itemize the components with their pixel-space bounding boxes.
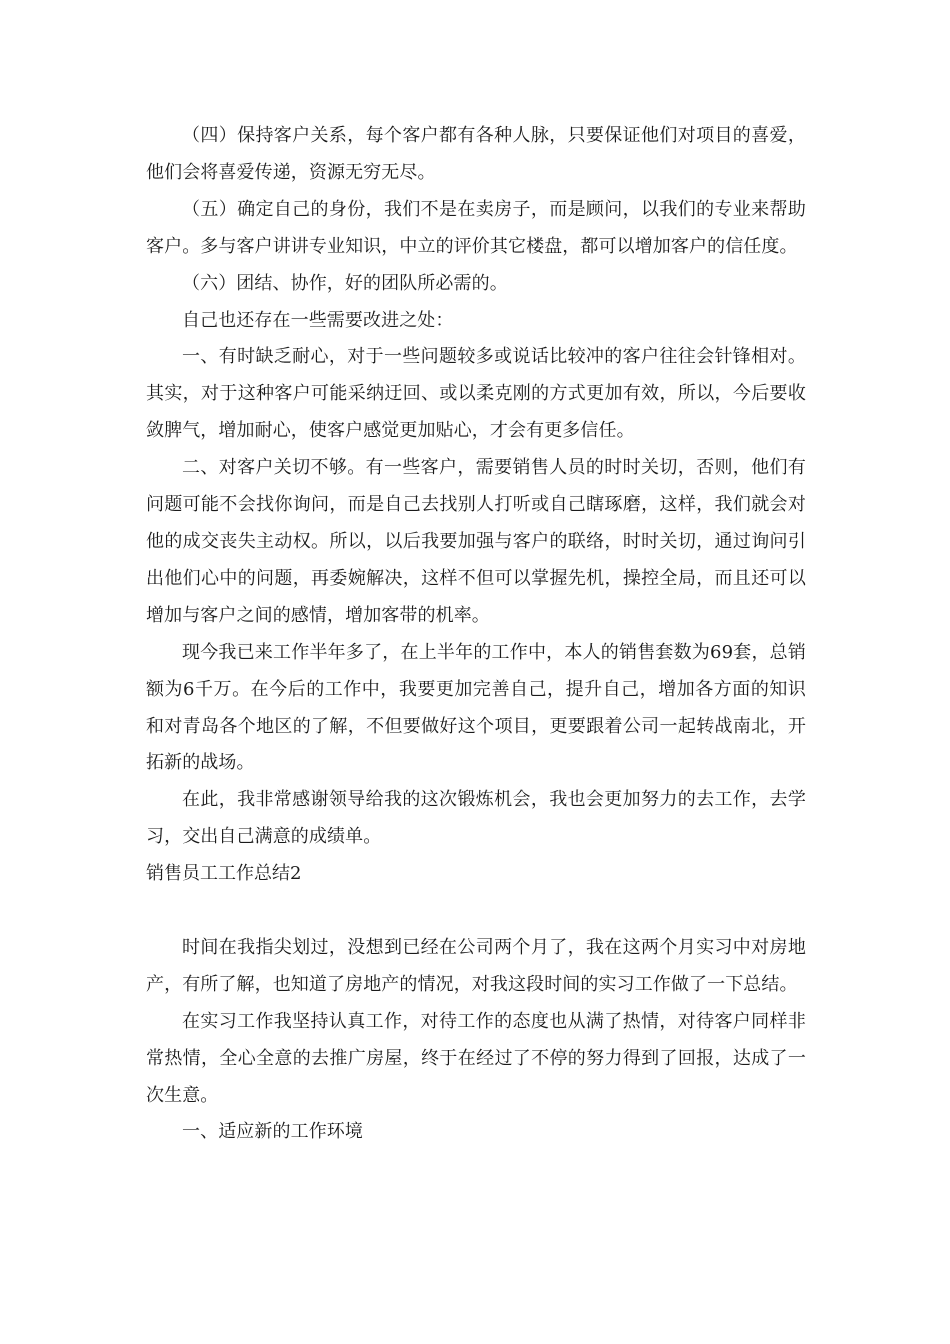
document-page bbox=[146, 118, 806, 1151]
paragraph-identity: （五）确定自己的身份，我们不是在卖房子，而是顾问，以我们的专业来帮助客户。多与客户讲讲专业知识，中立的评价其它楼盘，都可以增加客户的信任度。 bbox=[146, 198, 806, 257]
paragraph-keep-client-relations: （四）保持客户关系，每个客户都有各种人脉，只要保证他们对项目的喜爱，他们会将喜爱传递，资源无穷无尽。 bbox=[146, 125, 806, 183]
paragraph-internship-intro: 时间在我指尖划过，没想到已经在公司两个月了，我在这两个月实习中对房地产，有所了解，也知道了房地产的情况，对我这段时间的实习工作做了一下总结。 bbox=[146, 936, 806, 995]
paragraph-new-environment: 一、适应新的工作环境 bbox=[182, 1121, 363, 1143]
paragraph-improvements-intro: 自己也还存在一些需要改进之处： bbox=[182, 309, 454, 331]
paragraph-client-care: 二、对客户关切不够。有一些客户，需要销售人员的时时关切，否则，他们有问题可能不会找你询问，而是自己去找别人打听或自己瞎琢磨，这样，我们就会对他的成交丧失主动权。所以，以后我要加强与客户的联络，时时关切，通过询问引出他们心中的问题，再委婉解决，这样不但可以掌握先机，操控全局，而且还可以增加与客户之间的感情，增加客带的机率。 bbox=[146, 457, 806, 626]
section-title: 销售员工工作总结2 bbox=[146, 863, 302, 885]
paragraph-patience: 一、有时缺乏耐心，对于一些问题较多或说话比较冲的客户往往会针锋相对。其实，对于这种客户可能采纳迂回、或以柔克刚的方式更加有效，所以，今后要收敛脾气，增加耐心，使客户感觉更加贴心，才会有更多信任。 bbox=[146, 346, 806, 442]
paragraph-teamwork: （六）团结、协作，好的团队所必需的。 bbox=[182, 272, 508, 294]
paragraph-thanks: 在此，我非常感谢领导给我的这次锻炼机会，我也会更加努力的去工作，去学习，交出自己满意的成绩单。 bbox=[146, 789, 806, 848]
paragraph-internship-work: 在实习工作我坚持认真工作，对待工作的态度也从满了热情，对待客户同样非常热情，全心全意的去推广房屋，终于在经过了不停的努力得到了回报，达成了一次生意。 bbox=[146, 1010, 806, 1106]
paragraph-half-year-summary: 现今我已来工作半年多了，在上半年的工作中，本人的销售套数为69套，总销额为6千万。在今后的工作中，我要更加完善自己，提升自己，增加各方面的知识和对青岛各个地区的了解，不但要做好这个项目，更要跟着公司一起转战南北，开拓新的战场。 bbox=[146, 641, 806, 774]
blank-line bbox=[146, 893, 806, 930]
